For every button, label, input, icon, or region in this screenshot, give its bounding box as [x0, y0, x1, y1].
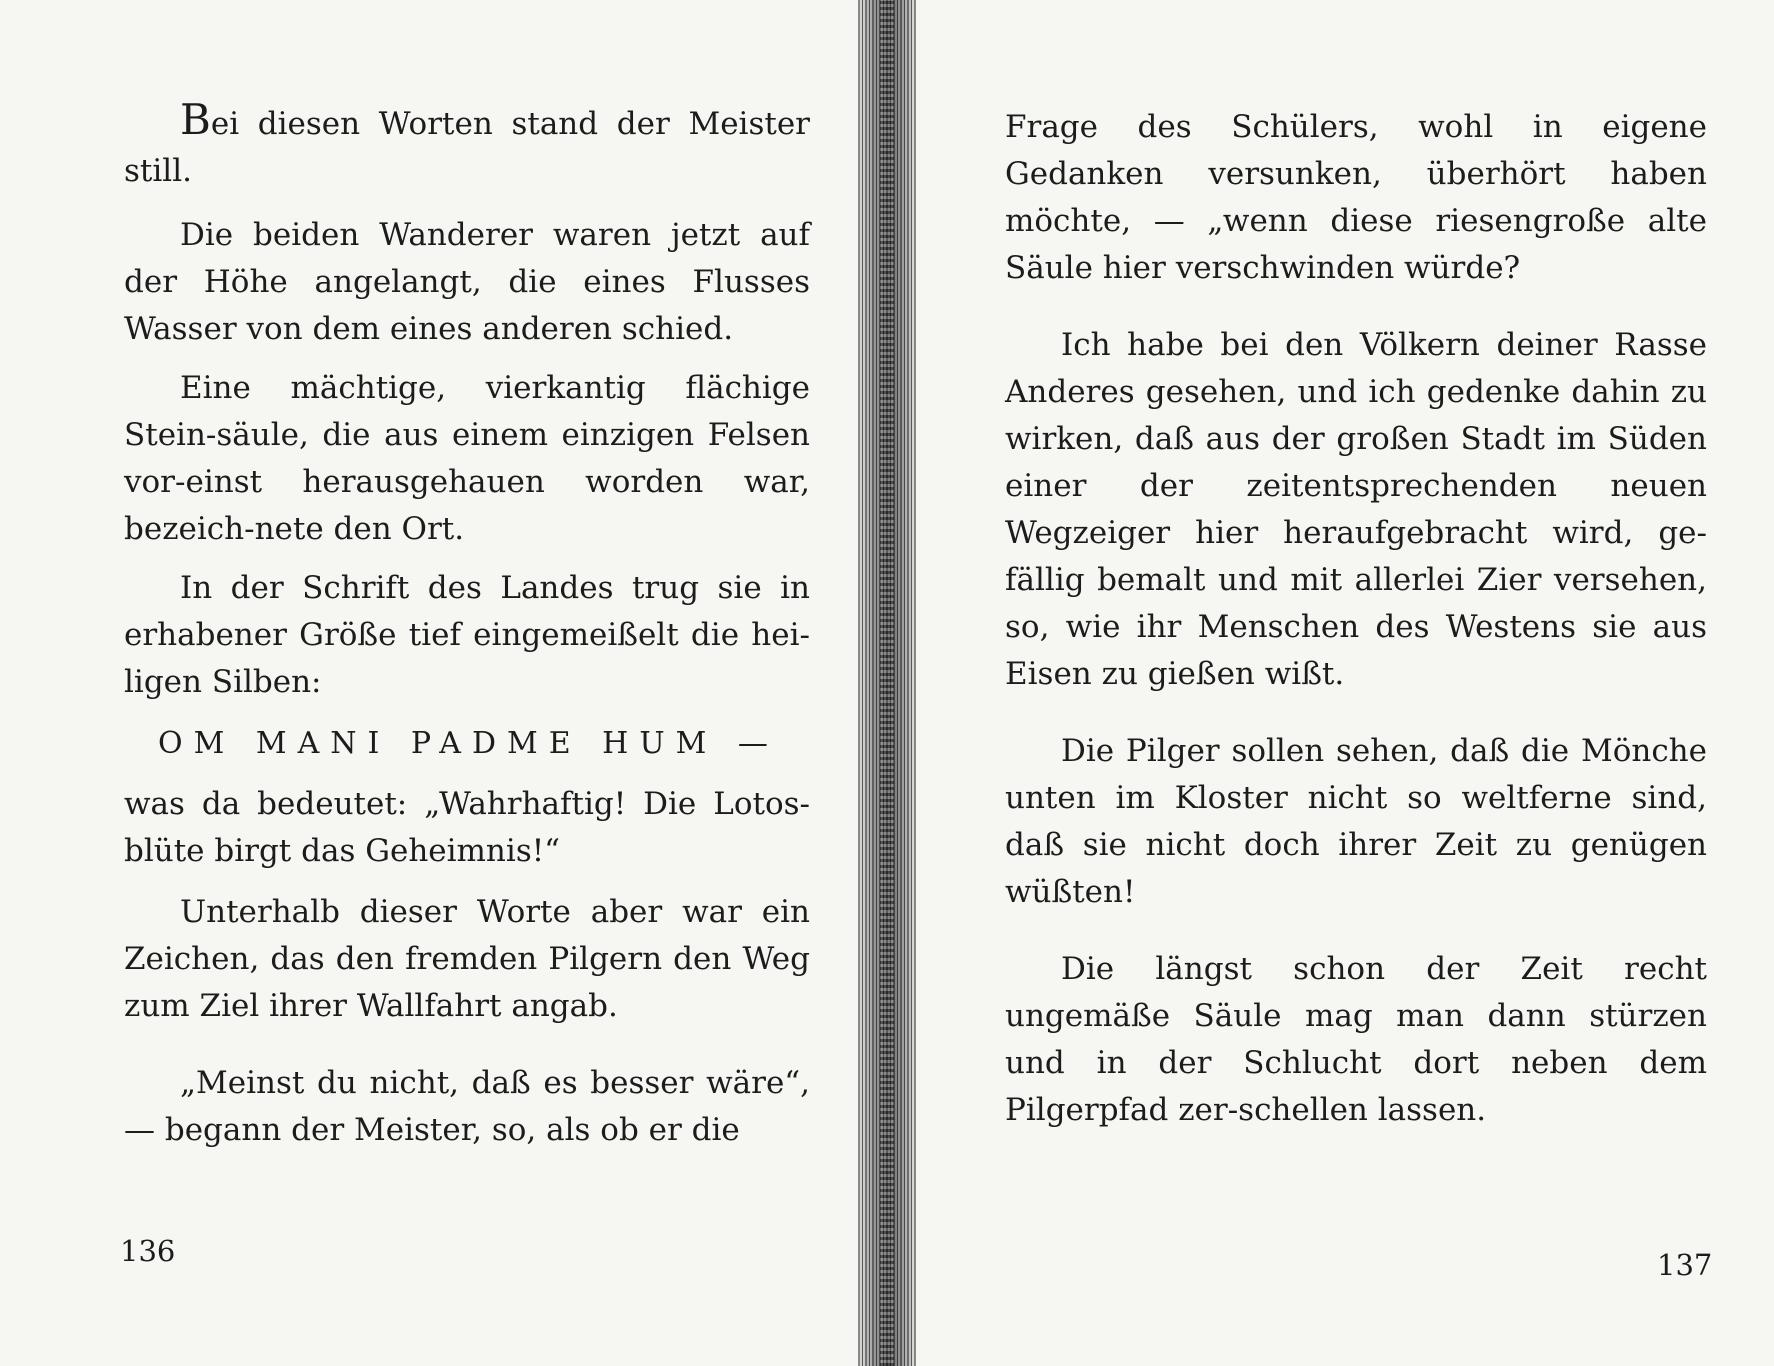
left-page	[0, 0, 870, 1366]
right-page-body	[1005, 104, 1707, 1134]
paragraph: was da bedeutet: „Wahrhaftig! Die Lotos-blüte birgt das Geheimnis!“	[124, 786, 810, 869]
paragraph: Unterhalb dieser Worte aber war ein Zeichen, das den fremden Pilgern den Weg zum Ziel ihrer Wallfahrt angab.	[124, 894, 810, 1024]
paragraph: „Meinst du nicht, daß es besser wäre“, — begann der Meister, so, als ob er die	[124, 1065, 810, 1148]
mantra-line: OM MANI PADME HUM —	[158, 726, 779, 761]
left-page-body	[124, 96, 810, 1154]
page-number-left: 136	[120, 1234, 176, 1268]
right-page	[915, 0, 1774, 1366]
paragraph: In der Schrift des Landes trug sie in erhabener Größe tief eingemeißelt die hei-ligen Silben:	[124, 570, 810, 700]
paragraph: Eine mächtige, vierkantig flächige Stein-säule, die aus einem einzigen Felsen vor-einst herausgehauen worden war, bezeich-nete den Ort.	[124, 370, 810, 547]
paragraph: Die beiden Wanderer waren jetzt auf der Höhe angelangt, die eines Flusses Wasser von dem eines anderen schied.	[124, 217, 810, 347]
book-gutter	[858, 0, 916, 1366]
paragraph: Die längst schon der Zeit recht ungemäße Säule mag man dann stürzen und in der Schlucht dort neben dem Pilgerpfad zer-schellen lassen.	[1005, 951, 1707, 1128]
paragraph: Frage des Schülers, wohl in eigene Gedanken versunken, überhört haben möchte, — „wenn diese riesengroße alte Säule hier verschwinden würde?	[1005, 109, 1707, 286]
paragraph: Ich habe bei den Völkern deiner Rasse Anderes gesehen, und ich gedenke dahin zu wirken, daß aus der großen Stadt im Süden einer der zeitentsprechenden neuen Wegzeiger hier heraufgebracht wird, ge-fällig bemalt und mit allerlei Zier versehen, so, wie ihr Menschen des Westens sie aus Eisen zu gießen wißt.	[1005, 327, 1707, 692]
paragraph: Die Pilger sollen sehen, daß die Mönche unten im Kloster nicht so weltferne sind, daß sie nicht doch ihrer Zeit zu genügen wüßten!	[1005, 733, 1707, 910]
page-number-right: 137	[1657, 1248, 1713, 1282]
paragraph: Bei diesen Worten stand der Meister still.	[124, 95, 810, 189]
